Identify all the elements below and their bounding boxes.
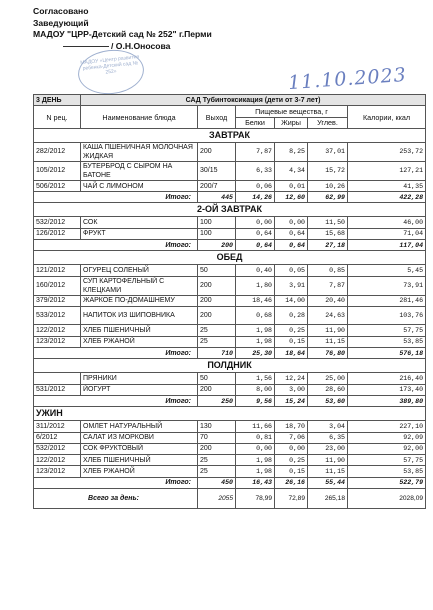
dish-row (34, 421, 426, 432)
dish-name: ХЛЕБ РЖАНОЙ (81, 336, 198, 347)
dish-row (34, 276, 426, 295)
recipe-number: 122/2012 (34, 325, 81, 336)
subtotal-calories: 117,04 (348, 240, 426, 251)
carb-value: 11,15 (308, 336, 348, 347)
carb-value: 15,72 (308, 161, 348, 180)
fat-value: 4,34 (275, 161, 308, 180)
carb-value: 11,15 (308, 466, 348, 477)
calories-value: 57,75 (348, 325, 426, 336)
fat-value: 0,15 (275, 466, 308, 477)
carb-value: 28,60 (308, 384, 348, 395)
protein-value: 0,64 (236, 228, 275, 239)
recipe-number: 532/2012 (34, 443, 81, 454)
dish-name: ФРУКТ (81, 228, 198, 239)
dish-row (34, 325, 426, 336)
section-row-s3 (34, 251, 426, 265)
dish-name: САЛАТ ИЗ МОРКОВИ (81, 432, 198, 443)
recipe-number: 126/2012 (34, 228, 81, 239)
recipe-number: 122/2012 (34, 455, 81, 466)
portion-output: 200 (198, 306, 236, 325)
fat-value: 0,25 (275, 455, 308, 466)
subtotal-row (34, 348, 426, 359)
fat-value: 3,91 (275, 276, 308, 295)
carb-value: 3,04 (308, 421, 348, 432)
calories-value: 71,04 (348, 228, 426, 239)
portion-output: 200 (198, 384, 236, 395)
portion-output: 50 (198, 265, 236, 276)
protein-value: 1,80 (236, 276, 275, 295)
dish-row (34, 161, 426, 180)
dish-name: ЧАЙ С ЛИМОНОМ (81, 180, 198, 191)
header-output: Выход (198, 106, 236, 129)
subtotal-carb: 55,44 (308, 477, 348, 488)
recipe-number: 282/2012 (34, 142, 81, 161)
header-rec: N рец. (34, 106, 81, 129)
carb-value: 11,50 (308, 217, 348, 228)
subtotal-fat: 18,64 (275, 348, 308, 359)
carb-value: 25,00 (308, 373, 348, 384)
subtotal-carb: 53,60 (308, 395, 348, 406)
protein-value: 0,00 (236, 217, 275, 228)
carb-value: 10,26 (308, 180, 348, 191)
dish-row (34, 217, 426, 228)
subtotal-protein: 16,43 (236, 477, 275, 488)
subtotal-carb: 27,18 (308, 240, 348, 251)
fat-value: 0,01 (275, 180, 308, 191)
portion-output: 200 (198, 295, 236, 306)
header-calories: Калории, ккал (348, 106, 426, 129)
subtotal-output: 445 (198, 192, 236, 203)
subtotal-carb: 62,99 (308, 192, 348, 203)
section-title: ПОЛДНИК (34, 359, 426, 373)
subtotal-fat: 26,16 (275, 477, 308, 488)
subtotal-row (34, 192, 426, 203)
section-row-s5 (34, 407, 426, 421)
subtotal-output: 710 (198, 348, 236, 359)
dish-row (34, 466, 426, 477)
dish-row (34, 295, 426, 306)
calories-value: 227,10 (348, 421, 426, 432)
dish-row (34, 384, 426, 395)
calories-value: 53,85 (348, 466, 426, 477)
dish-row (34, 432, 426, 443)
protein-value: 1,56 (236, 373, 275, 384)
approval-line-2: Заведующий (33, 17, 89, 28)
protein-value: 18,46 (236, 295, 275, 306)
carb-value: 23,00 (308, 443, 348, 454)
subtotal-label: Итого: (34, 395, 198, 406)
portion-output: 25 (198, 325, 236, 336)
dish-name: СОК (81, 217, 198, 228)
signature-line (63, 46, 109, 47)
header-fat: Жиры (275, 117, 308, 128)
fat-value: 8,25 (275, 142, 308, 161)
protein-value: 1,98 (236, 336, 275, 347)
dish-name: ОГУРЕЦ СОЛЕНЫЙ (81, 265, 198, 276)
recipe-number: 531/2012 (34, 384, 81, 395)
section-row-s1 (34, 128, 426, 142)
header-carb: Углев. (308, 117, 348, 128)
subtotal-calories: 576,18 (348, 348, 426, 359)
fat-value: 12,24 (275, 373, 308, 384)
portion-output: 100 (198, 228, 236, 239)
recipe-number (34, 373, 81, 384)
carb-value: 24,63 (308, 306, 348, 325)
dish-row (34, 455, 426, 466)
subtotal-row (34, 477, 426, 488)
subtotal-label: Итого: (34, 192, 198, 203)
dish-name: ХЛЕБ РЖАНОЙ (81, 466, 198, 477)
carb-value: 0,85 (308, 265, 348, 276)
subtotal-fat: 15,24 (275, 395, 308, 406)
dish-name: КАША ПШЕНИЧНАЯ МОЛОЧНАЯ ЖИДКАЯ (81, 142, 198, 161)
recipe-number: 105/2012 (34, 161, 81, 180)
stamp-seal: МАДОУ «Центр развития ребенка-Детский сад № 252» (76, 47, 146, 98)
recipe-number: 123/2012 (34, 466, 81, 477)
header-protein: Белки (236, 117, 275, 128)
dish-name: СОК ФРУКТОВЫЙ (81, 443, 198, 454)
recipe-number: 6/2012 (34, 432, 81, 443)
section-title: УЖИН (34, 407, 426, 421)
total-carb: 265,18 (308, 489, 348, 509)
dish-row (34, 306, 426, 325)
portion-output: 70 (198, 432, 236, 443)
fat-value: 7,06 (275, 432, 308, 443)
subtotal-carb: 76,80 (308, 348, 348, 359)
fat-value: 0,00 (275, 217, 308, 228)
dish-row (34, 265, 426, 276)
subtotal-fat: 12,60 (275, 192, 308, 203)
subtotal-protein: 25,30 (236, 348, 275, 359)
portion-output: 200 (198, 443, 236, 454)
subtotal-protein: 9,56 (236, 395, 275, 406)
portion-output: 25 (198, 336, 236, 347)
dish-name: ПРЯНИКИ (81, 373, 198, 384)
recipe-number: 123/2012 (34, 336, 81, 347)
calories-value: 253,72 (348, 142, 426, 161)
dish-name: СУП КАРТОФЕЛЬНЫЙ С КЛЕЦКАМИ (81, 276, 198, 295)
protein-value: 8,00 (236, 384, 275, 395)
subtotal-row (34, 240, 426, 251)
subtotal-output: 250 (198, 395, 236, 406)
approval-block (33, 6, 212, 52)
protein-value: 0,06 (236, 180, 275, 191)
calories-value: 173,40 (348, 384, 426, 395)
portion-output: 25 (198, 455, 236, 466)
dish-name: НАПИТОК ИЗ ШИПОВНИКА (81, 306, 198, 325)
total-output: 2055 (198, 489, 236, 509)
section-title: ЗАВТРАК (34, 128, 426, 142)
fat-value: 0,28 (275, 306, 308, 325)
calories-value: 216,40 (348, 373, 426, 384)
subtotal-calories: 422,28 (348, 192, 426, 203)
recipe-number: 311/2012 (34, 421, 81, 432)
calories-value: 53,85 (348, 336, 426, 347)
portion-output: 50 (198, 373, 236, 384)
approval-line-4: / О.Н.Оносова (111, 40, 171, 51)
subtotal-label: Итого: (34, 477, 198, 488)
subtotal-fat: 0,64 (275, 240, 308, 251)
calories-value: 41,35 (348, 180, 426, 191)
menu-table (33, 94, 426, 509)
total-fat: 72,89 (275, 489, 308, 509)
subtotal-label: Итого: (34, 348, 198, 359)
carb-value: 11,90 (308, 455, 348, 466)
carb-value: 7,87 (308, 276, 348, 295)
calories-value: 92,09 (348, 432, 426, 443)
fat-value: 0,05 (275, 265, 308, 276)
calories-value: 73,91 (348, 276, 426, 295)
grand-total-row (34, 489, 426, 509)
protein-value: 0,81 (236, 432, 275, 443)
carb-value: 37,01 (308, 142, 348, 161)
protein-value: 0,40 (236, 265, 275, 276)
protein-value: 6,33 (236, 161, 275, 180)
approval-line-1: Согласовано (33, 6, 89, 16)
dish-row (34, 180, 426, 191)
portion-output: 100 (198, 217, 236, 228)
title-row (34, 95, 426, 106)
dish-row (34, 142, 426, 161)
carb-value: 15,68 (308, 228, 348, 239)
subtotal-output: 450 (198, 477, 236, 488)
protein-value: 11,66 (236, 421, 275, 432)
recipe-number: 533/2012 (34, 306, 81, 325)
calories-value: 57,75 (348, 455, 426, 466)
carb-value: 20,40 (308, 295, 348, 306)
dish-name: ХЛЕБ ПШЕНИЧНЫЙ (81, 325, 198, 336)
fat-value: 0,15 (275, 336, 308, 347)
subtotal-calories: 389,80 (348, 395, 426, 406)
section-title: 2-ОЙ ЗАВТРАК (34, 203, 426, 217)
total-protein: 78,99 (236, 489, 275, 509)
dish-row (34, 373, 426, 384)
carb-value: 11,90 (308, 325, 348, 336)
recipe-number: 160/2012 (34, 276, 81, 295)
fat-value: 3,00 (275, 384, 308, 395)
protein-value: 1,98 (236, 325, 275, 336)
protein-value: 0,00 (236, 443, 275, 454)
fat-value: 0,25 (275, 325, 308, 336)
portion-output: 200 (198, 142, 236, 161)
protein-value: 0,68 (236, 306, 275, 325)
dish-row (34, 336, 426, 347)
day-label: 3 ДЕНЬ (34, 95, 81, 106)
dish-name: БУТЕРБРОД С СЫРОМ НА БАТОНЕ (81, 161, 198, 180)
dish-name: ЙОГУРТ (81, 384, 198, 395)
subtotal-protein: 0,64 (236, 240, 275, 251)
fat-value: 18,70 (275, 421, 308, 432)
protein-value: 1,98 (236, 466, 275, 477)
subtotal-protein: 14,26 (236, 192, 275, 203)
fat-value: 14,00 (275, 295, 308, 306)
approval-line-3: МАДОУ "ЦРР-Детский сад № 252" г.Перми (33, 29, 212, 39)
calories-value: 92,00 (348, 443, 426, 454)
protein-value: 1,98 (236, 455, 275, 466)
calories-value: 281,46 (348, 295, 426, 306)
dish-name: ОМЛЕТ НАТУРАЛЬНЫЙ (81, 421, 198, 432)
portion-output: 200/7 (198, 180, 236, 191)
portion-output: 200 (198, 276, 236, 295)
protein-value: 7,87 (236, 142, 275, 161)
recipe-number: 506/2012 (34, 180, 81, 191)
subtotal-calories: 522,79 (348, 477, 426, 488)
recipe-number: 379/2012 (34, 295, 81, 306)
date-handwritten: 11.10.2023 (287, 63, 408, 95)
fat-value: 0,00 (275, 443, 308, 454)
calories-value: 103,76 (348, 306, 426, 325)
recipe-number: 532/2012 (34, 217, 81, 228)
subtotal-output: 200 (198, 240, 236, 251)
section-row-s4 (34, 359, 426, 373)
dish-name: ХЛЕБ ПШЕНИЧНЫЙ (81, 455, 198, 466)
dish-row (34, 443, 426, 454)
total-calories: 2028,09 (348, 489, 426, 509)
section-row-s2 (34, 203, 426, 217)
grand-total-label: Всего за день: (34, 489, 198, 509)
menu-title: САД Тубинтоксикация (дети от 3-7 лет) (81, 95, 426, 106)
subtotal-label: Итого: (34, 240, 198, 251)
fat-value: 0,64 (275, 228, 308, 239)
portion-output: 130 (198, 421, 236, 432)
recipe-number: 121/2012 (34, 265, 81, 276)
calories-value: 46,00 (348, 217, 426, 228)
section-title: ОБЕД (34, 251, 426, 265)
dish-row (34, 228, 426, 239)
portion-output: 30/15 (198, 161, 236, 180)
portion-output: 25 (198, 466, 236, 477)
header-name: Наименование блюда (81, 106, 198, 129)
header-nutrients: Пищевые вещества, г (236, 106, 348, 117)
carb-value: 6,35 (308, 432, 348, 443)
subtotal-row (34, 395, 426, 406)
calories-value: 5,45 (348, 265, 426, 276)
header-row-1 (34, 106, 426, 117)
calories-value: 127,21 (348, 161, 426, 180)
dish-name: ЖАРКОЕ ПО-ДОМАШНЕМУ (81, 295, 198, 306)
